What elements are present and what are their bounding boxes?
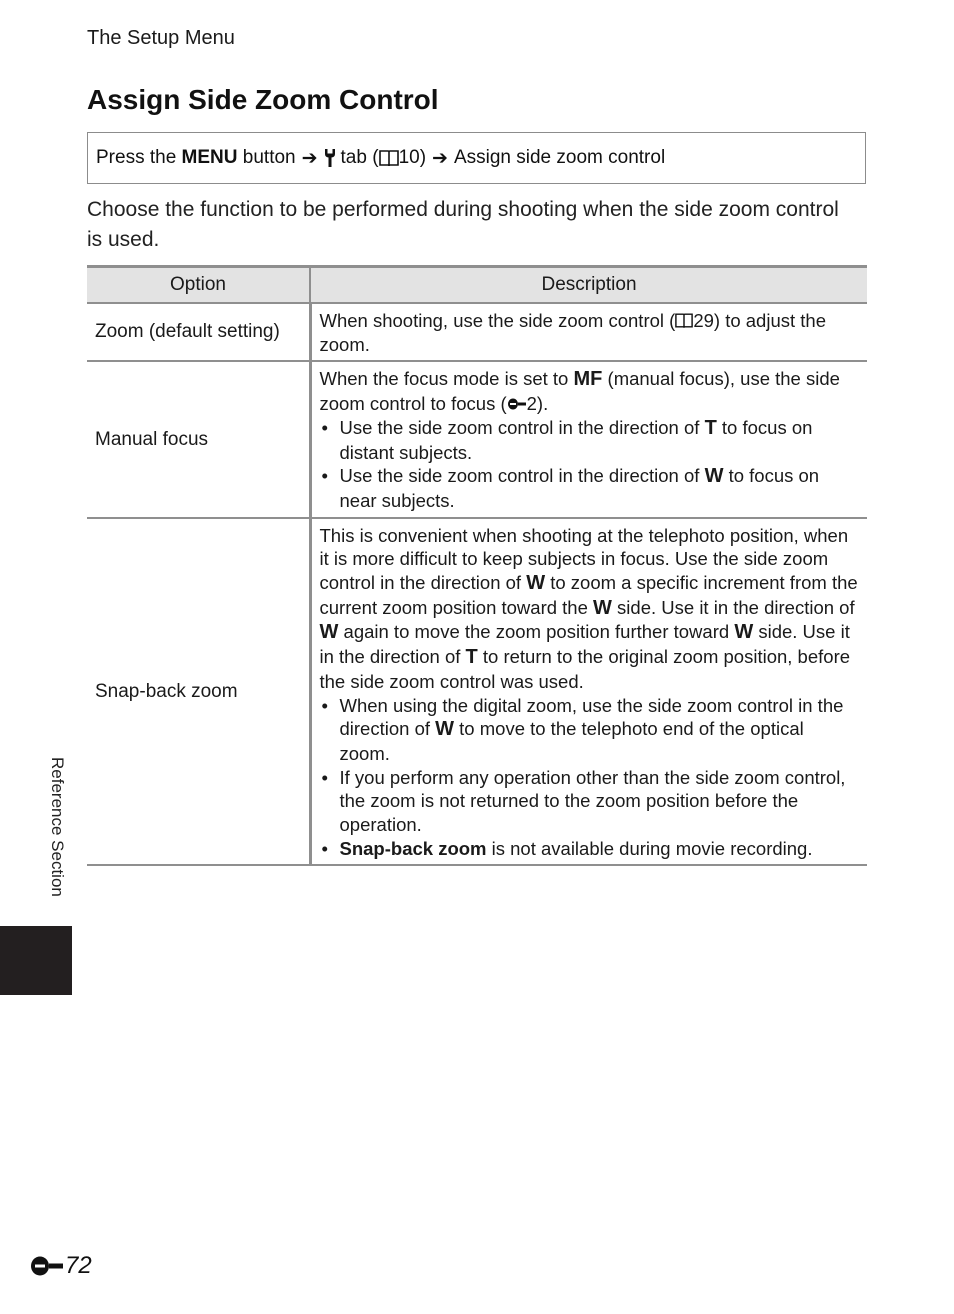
- reference-e-icon: [507, 397, 527, 411]
- description-cell: [310, 361, 867, 517]
- option-cell: Zoom (default setting): [87, 303, 310, 361]
- list-item: • If you perform any operation other than the side zoom control, the zoom is not returned to the zoom position before the operation.: [320, 766, 860, 837]
- wide-w-symbol: W: [526, 572, 546, 595]
- page-title: Assign Side Zoom Control: [87, 84, 439, 115]
- menu-button-symbol: MENU: [181, 147, 238, 168]
- wide-w-symbol: W: [593, 596, 612, 619]
- button-text: button: [242, 147, 296, 168]
- description-column-header: Description: [310, 267, 867, 304]
- book-icon: [675, 312, 693, 329]
- desc-text: 29) to adjust the zoom.: [319, 310, 826, 355]
- table-row: [87, 303, 867, 361]
- book-icon: [379, 149, 399, 167]
- page-number: [30, 1252, 92, 1280]
- ref-page-text: 10): [398, 147, 427, 168]
- wide-w-symbol: W: [435, 718, 455, 741]
- tele-t-symbol: T: [704, 416, 717, 439]
- bullet-list: [320, 694, 860, 861]
- desc-text: 2).: [526, 393, 549, 415]
- reference-e-icon: [30, 1255, 65, 1277]
- list-item: • Snap-back zoom is not available during movie recording.: [320, 837, 860, 861]
- list-item: • When using the digital zoom, use the side zoom control in the direction of W to move to the telephoto end of the optical zoom.: [320, 694, 860, 766]
- arrow-icon: ➔: [301, 147, 318, 169]
- side-tab-marker: [0, 926, 72, 995]
- arrow-icon: ➔: [432, 147, 448, 169]
- wide-w-symbol: W: [704, 465, 724, 488]
- side-tab-label: Reference Section: [48, 757, 67, 897]
- tele-t-symbol: T: [465, 646, 478, 669]
- description-cell: This is convenient when shooting at the telephoto position, when it is more difficult to keep subjects in focus. Use the side zoom control in the direction of W to zoom a specific increment from the current zoom position toward the W side. Use it in the direction of W again to move the zoom position further toward W side. Use it in the direction of T to return to the original zoom position, before the side zoom control was used. • When using the digital zoom, use the side zoom control in the direction of W to move to the telephoto end of the optical zoom. • If you perform any operation other than the side zoom control, the zoom is not returned to the zoom position before the operation. • Snap-back zoom is not available during movie recording.: [310, 518, 867, 866]
- table-row: [87, 518, 867, 866]
- bullet-list: [320, 416, 860, 513]
- intro-paragraph: Choose the function to be performed during shooting when the side zoom control is used.: [87, 198, 839, 251]
- option-cell: Manual focus: [87, 361, 310, 517]
- list-item: • Use the side zoom control in the direction of W to focus on near subjects.: [320, 464, 860, 512]
- tab-text: tab (: [340, 147, 379, 168]
- options-table: [87, 265, 867, 866]
- table-header-row: [87, 267, 867, 304]
- option-cell: Snap-back zoom: [87, 518, 310, 866]
- wrench-icon: [324, 148, 336, 168]
- section-header: The Setup Menu: [87, 27, 235, 49]
- wide-w-symbol: W: [319, 621, 339, 644]
- desc-text: When the focus mode is set to: [319, 368, 574, 390]
- menu-item-text: Assign side zoom control: [453, 147, 666, 168]
- wide-w-symbol: W: [734, 621, 754, 644]
- option-column-header: Option: [87, 267, 310, 304]
- desc-text: (manual focus), use the side zoom control to focus (: [319, 368, 840, 415]
- list-item: • Use the side zoom control in the direction of T to focus on distant subjects.: [320, 416, 860, 464]
- manual-focus-symbol: MF: [573, 368, 603, 391]
- table-row: [87, 361, 867, 517]
- description-cell: [310, 303, 867, 361]
- desc-text: When shooting, use the side zoom control (: [319, 310, 676, 331]
- page-number-text: 72: [65, 1252, 92, 1279]
- menu-path-box: [87, 132, 866, 184]
- press-the-text: Press the: [96, 147, 177, 168]
